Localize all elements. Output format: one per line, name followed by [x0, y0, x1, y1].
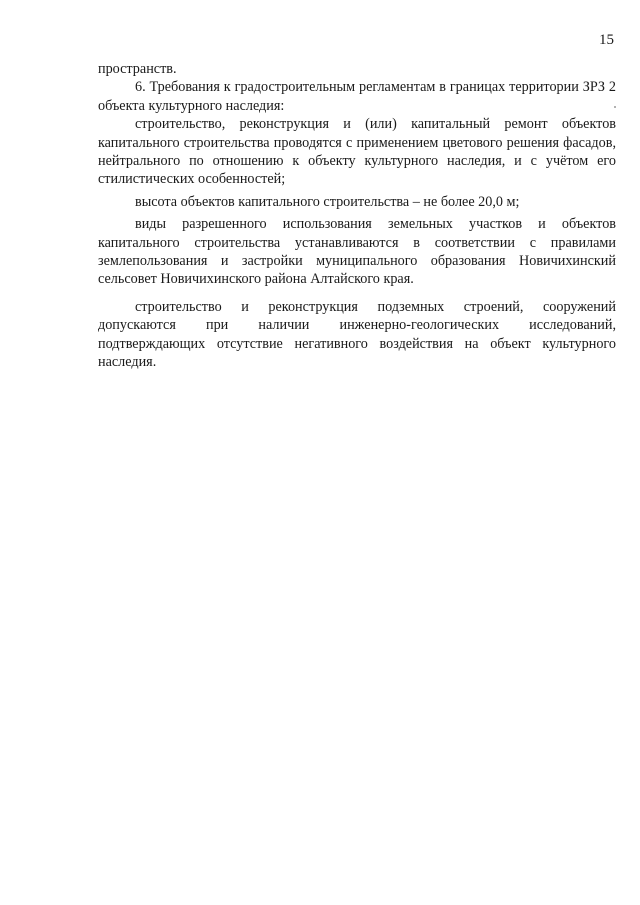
- paragraph-facade-requirements: строительство, реконструкция и (или) капитальный ремонт объектов капитального строительства проводятся с применением цветового решения фасадов, нейтрального по отношению к объекту культурного наследия, и с учётом его стилистических особенностей;: [98, 116, 616, 188]
- page-number: 15: [599, 32, 614, 48]
- paragraph-continuation: пространств.: [98, 61, 177, 77]
- paragraph-height-limit: высота объектов капитального строительства – не более 20,0 м;: [135, 193, 520, 210]
- paragraph-permitted-use: виды разрешенного использования земельных участков и объектов капитального строительства устанавливаются в соответствии с правилами землепользования и застройки муниципального образования Новичихинский сельсовет Новичихинского района Алтайского края.: [98, 216, 616, 288]
- paragraph-underground-construction: строительство и реконструкция подземных строений, сооружений допускаются при наличии инженерно-геологических исследований, подтверждающих отсутствие негативного воздействия на объект культурного наследия.: [98, 298, 616, 371]
- document-body: [98, 60, 616, 372]
- paragraph-section-6-heading: 6. Требования к градостроительным регламентам в границах территории ЗРЗ 2 объекта культурного наследия:: [98, 79, 616, 114]
